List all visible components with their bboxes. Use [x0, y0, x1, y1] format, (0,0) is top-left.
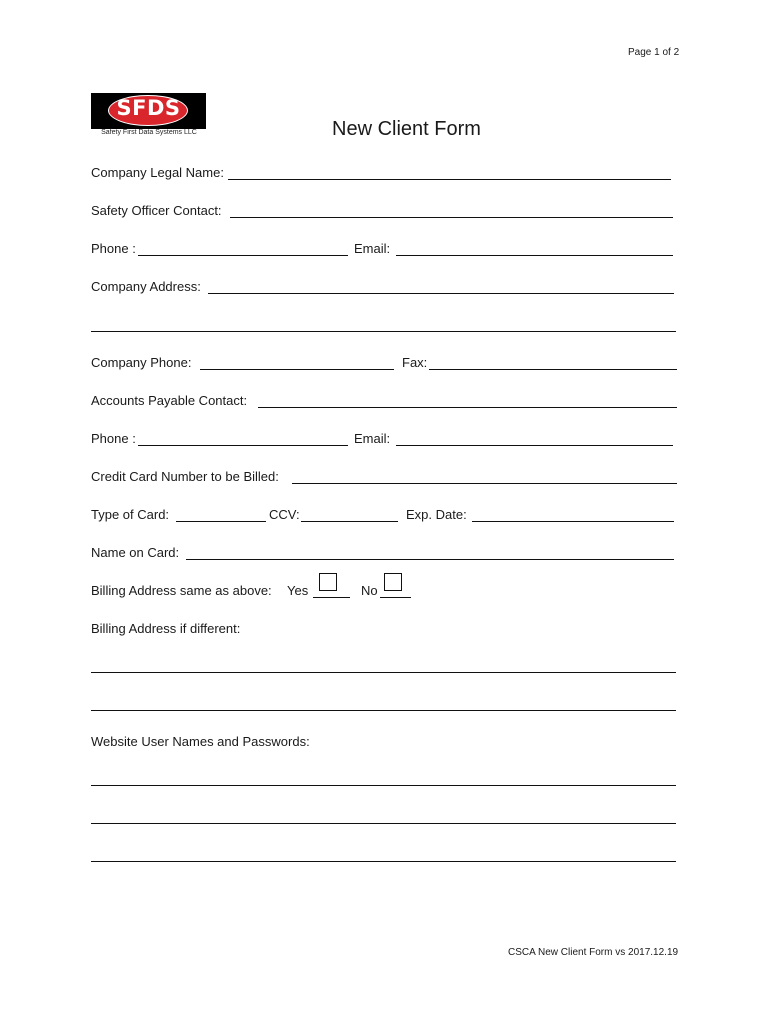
fax-label: Fax: [402, 355, 428, 370]
company-legal-name-field[interactable] [228, 179, 671, 180]
form-title: New Client Form [332, 118, 481, 140]
exp-date-field[interactable] [472, 521, 674, 522]
type-of-card-label: Type of Card: [91, 507, 170, 522]
credit-card-number-field[interactable] [292, 483, 677, 484]
ccv-field[interactable] [301, 521, 398, 522]
company-phone-label: Company Phone: [91, 355, 192, 370]
ap-email-label: Email: [354, 431, 391, 446]
website-credentials-field-line-3[interactable] [91, 861, 676, 862]
ap-phone-field[interactable] [138, 445, 348, 446]
yes-checkbox[interactable] [319, 573, 337, 591]
logo-text: SFDS [116, 96, 181, 120]
phone-field[interactable] [138, 255, 348, 256]
ccv-label: CCV: [269, 507, 300, 522]
billing-same-label: Billing Address same as above: [91, 583, 272, 598]
phone-label: Phone : [91, 241, 136, 256]
company-address-field[interactable] [208, 293, 674, 294]
safety-officer-contact-label: Safety Officer Contact: [91, 203, 222, 218]
email-label: Email: [354, 241, 391, 256]
no-underline [380, 597, 411, 598]
website-credentials-label: Website User Names and Passwords: [91, 734, 310, 749]
form-version-footer: CSCA New Client Form vs 2017.12.19 [508, 947, 679, 958]
billing-address-field-line-2[interactable] [91, 710, 676, 711]
no-label: No [361, 583, 378, 598]
no-checkbox[interactable] [384, 573, 402, 591]
website-credentials-field-line-2[interactable] [91, 823, 676, 824]
company-address-field-line-2[interactable] [91, 331, 676, 332]
website-credentials-field-line-1[interactable] [91, 785, 676, 786]
company-logo [91, 93, 206, 138]
email-field[interactable] [396, 255, 673, 256]
yes-label: Yes [287, 583, 309, 598]
name-on-card-field[interactable] [186, 559, 674, 560]
company-phone-field[interactable] [200, 369, 394, 370]
exp-date-label: Exp. Date: [406, 507, 467, 522]
ap-email-field[interactable] [396, 445, 673, 446]
billing-address-field-line-1[interactable] [91, 672, 676, 673]
company-address-label: Company Address: [91, 279, 201, 294]
type-of-card-field[interactable] [176, 521, 266, 522]
company-legal-name-label: Company Legal Name: [91, 165, 224, 180]
accounts-payable-contact-field[interactable] [258, 407, 677, 408]
page-number: Page 1 of 2 [628, 47, 680, 58]
credit-card-number-label: Credit Card Number to be Billed: [91, 469, 279, 484]
billing-if-different-label: Billing Address if different: [91, 621, 241, 636]
yes-underline [313, 597, 350, 598]
fax-field[interactable] [429, 369, 677, 370]
name-on-card-label: Name on Card: [91, 545, 180, 560]
ap-phone-label: Phone : [91, 431, 136, 446]
logo-tagline: Safety First Data Systems LLC [101, 129, 197, 136]
accounts-payable-contact-label: Accounts Payable Contact: [91, 393, 248, 408]
safety-officer-contact-field[interactable] [230, 217, 673, 218]
